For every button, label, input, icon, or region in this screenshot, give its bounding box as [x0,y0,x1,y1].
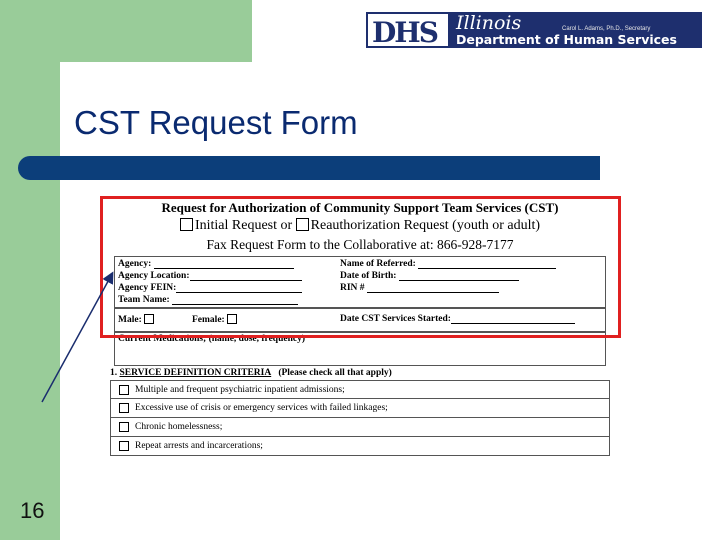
initial-request-label: Initial Request or [194,218,293,233]
section-title: 1. SERVICE DEFINITION CRITERIA (Please check all that apply) [110,368,392,378]
field-rin: RIN # [340,283,499,293]
section-note: (Please check all that apply) [278,368,392,378]
field-date-of-birth: Date of Birth: [340,271,519,281]
fax-instructions: Fax Request Form to the Collaborative at: 866-928-7177 [206,237,514,252]
reauthorization-label: Reauthorization Request (youth or adult) [310,218,541,233]
section-title-text: SERVICE DEFINITION CRITERIA [119,368,272,378]
logo-secretary: Carol L. Adams, Ph.D., Secretary [562,26,651,32]
field-date-started: Date CST Services Started: [340,314,575,324]
logo-state: Illinois [456,12,522,34]
form-heading: Request for Authorization of Community Support Team Services (CST) [161,200,559,215]
page-number: 16 [20,498,45,523]
logo-department: Department of Human Services [456,31,677,47]
field-agency: Agency: [118,259,294,269]
field-agency-fein: Agency FEIN: [118,283,302,293]
field-agency-location: Agency Location: [118,271,302,281]
field-team-name: Team Name: [118,295,298,305]
field-name-of-referred: Name of Referred: [340,259,556,269]
slide-title: CST Request Form [74,104,358,141]
criteria-row: Excessive use of crisis or emergency services with failed linkages; [110,399,610,418]
field-male: Male: [118,314,156,325]
field-female: Female: [192,314,239,325]
dhs-logo-letters: DHS [372,16,437,48]
criteria-row: Repeat arrests and incarcerations; [110,437,610,456]
criteria-row: Chronic homelessness; [110,418,610,437]
medications-label: Current Medications; (name, dose, frequency) [118,334,305,344]
criteria-row: Multiple and frequent psychiatric inpatient admissions; [110,380,610,399]
